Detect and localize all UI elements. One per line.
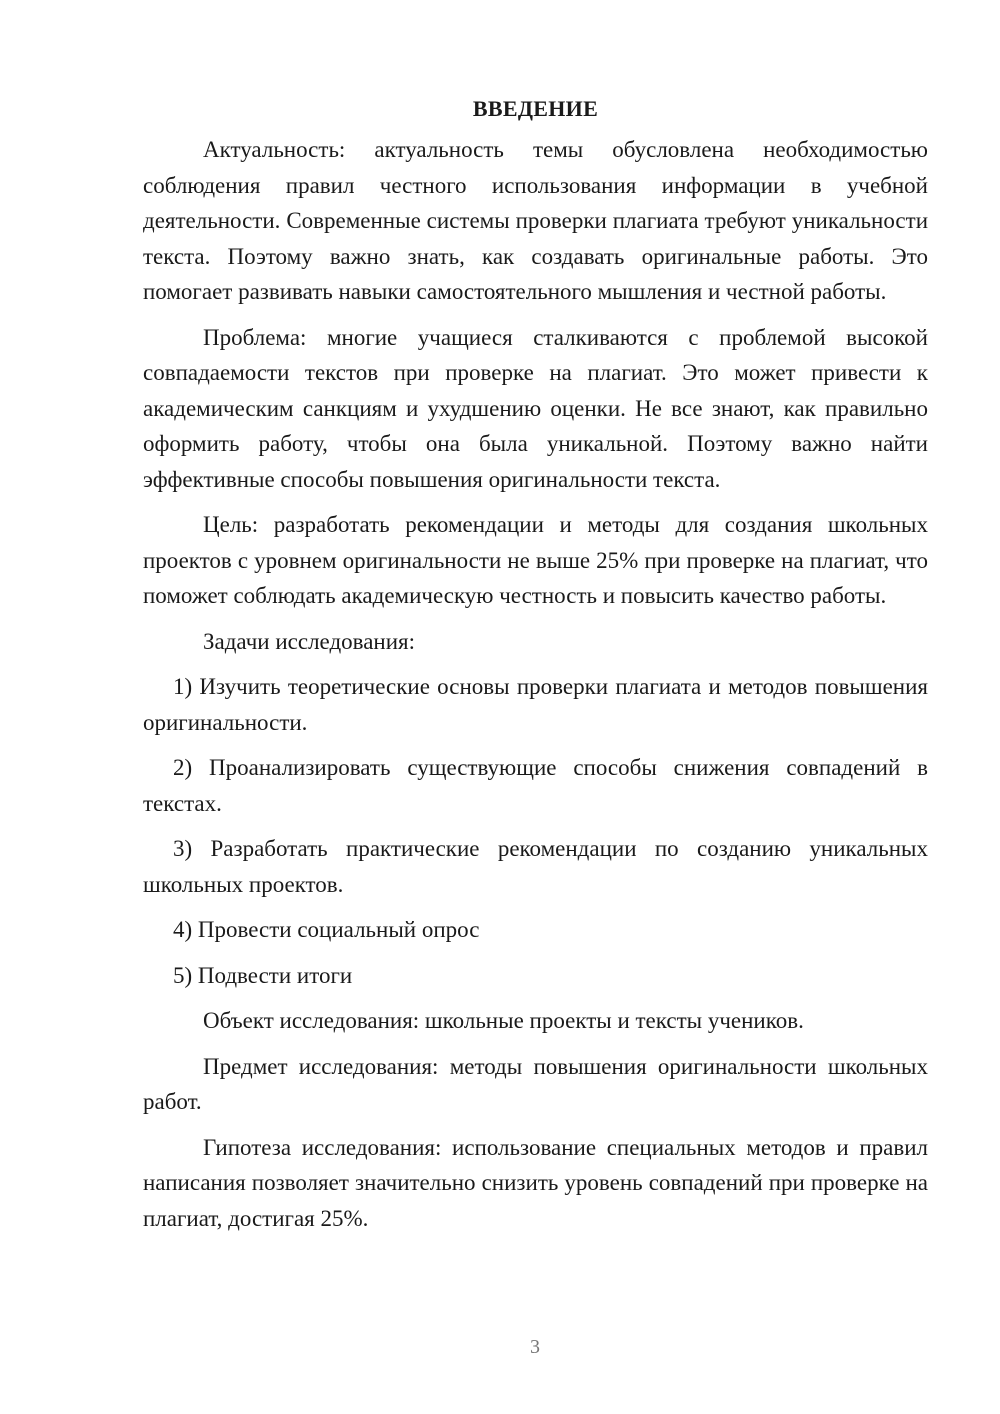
page-number: 3 <box>530 1336 540 1358</box>
task-item-5: 5) Подвести итоги <box>173 962 353 988</box>
page-number-footer <box>0 1335 1000 1359</box>
task-item-3: 3) Разработать практические рекомендации по созданию уникальных школьных проектов. <box>143 836 928 897</box>
task-item-4: 4) Провести социальный опрос <box>173 917 480 942</box>
object-paragraph: Объект исследования: школьные проекты и тексты учеников. <box>203 1008 804 1033</box>
task-item-2: 2) Проанализировать существующие способы снижения совпадений в текстах. <box>143 755 928 816</box>
problem-paragraph: Проблема: многие учащиеся сталкиваются с проблемой высокой совпадаемости текстов при проверке на плагиат. Это может привести к академическим санкциям и ухудшению оценки. Не все знают, как правильно оформить работу, чтобы она была уникальной. Поэтому важно найти эффективные способы повышения оригинальности текста. <box>143 324 928 492</box>
hypothesis-paragraph: Гипотеза исследования: использование специальных методов и правил написания позволяет значительно снизить уровень совпадений при проверке на плагиат, достигая 25%. <box>143 1134 928 1231</box>
page-title: ВВЕДЕНИЕ <box>472 96 599 121</box>
task-item-1: 1) Изучить теоретические основы проверки плагиата и методов повышения оригинальности. <box>143 674 928 735</box>
tasks-heading: Задачи исследования: <box>203 628 416 654</box>
relevance-paragraph: Актуальность: актуальность темы обусловлена необходимостью соблюдения правил честного использования информации в учебной деятельности. Современные системы проверки плагиата требуют уникальности текста. Поэтому важно знать, как создавать оригинальные работы. Это помогает развивать навыки самостоятельного мышления и честной работы. <box>143 137 928 304</box>
goal-paragraph: Цель: разработать рекомендации и методы для создания школьных проектов с уровнем оригинальности не выше 25% при проверке на плагиат, что поможет соблюдать академическую честность и повысить качество работы. <box>143 512 928 608</box>
page-content <box>143 92 928 1246</box>
subject-paragraph: Предмет исследования: методы повышения оригинальности школьных работ. <box>143 1053 928 1114</box>
